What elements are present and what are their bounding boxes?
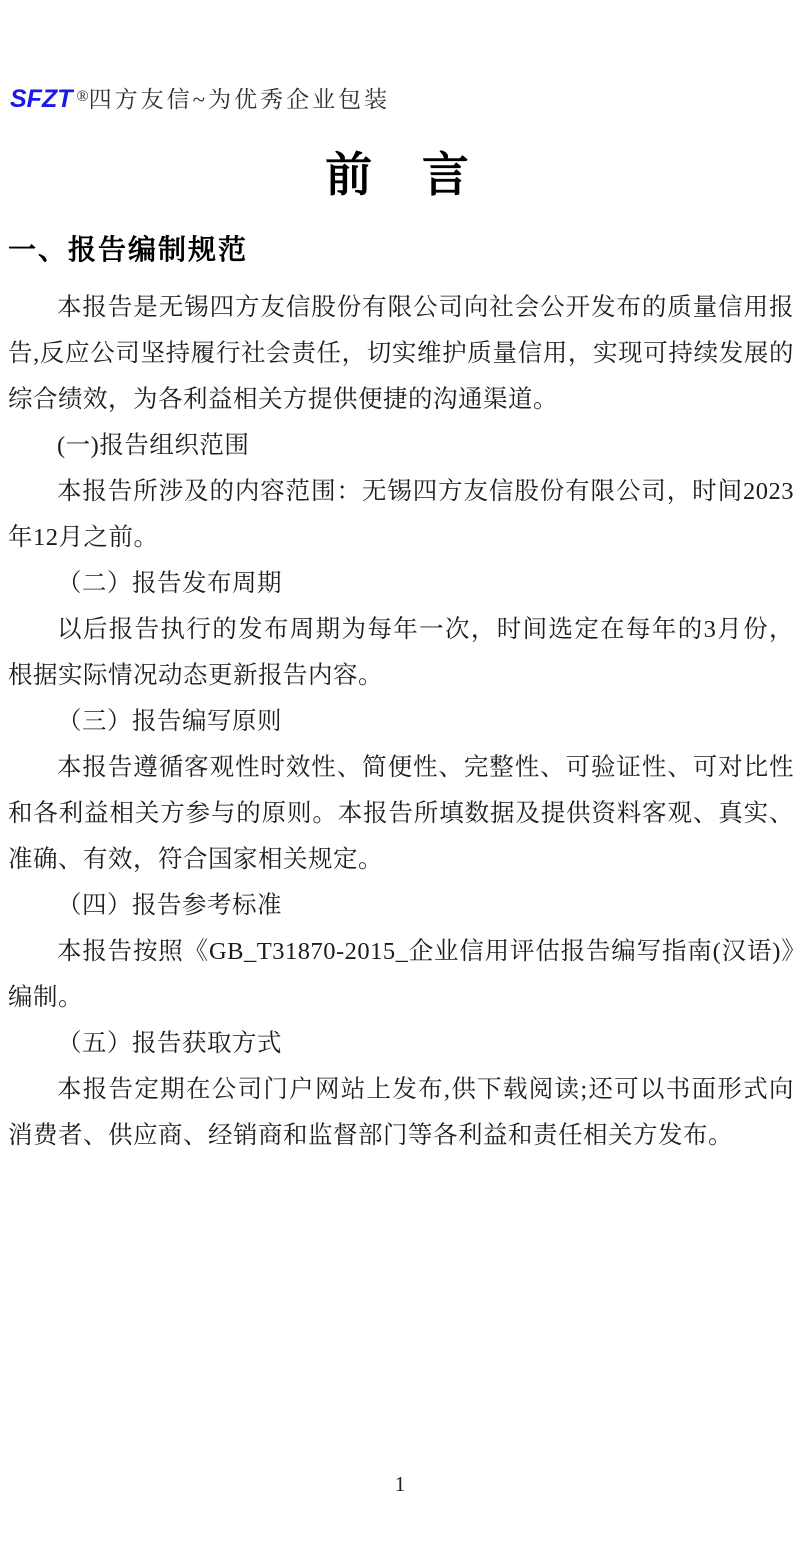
sub-heading-writing-principles: （三）报告编写原则	[57, 708, 282, 735]
page-header	[10, 84, 790, 113]
paragraph-report-intro: 本报告是无锡四方友信股份有限公司向社会公开发布的质量信用报告,反应公司坚持履行社会责任，切实维护质量信用，实现可持续发展的综合绩效，为各利益相关方提供便捷的沟通渠道。	[8, 294, 794, 413]
paragraph-reference-standard: 本报告按照《GB_T31870-2015_企业信用评估报告编写指南(汉语)》编制。	[8, 938, 794, 1011]
document-body	[8, 285, 794, 1159]
document-title: 前 言	[325, 150, 475, 202]
paragraph-access-method: 本报告定期在公司门户网站上发布,供下载阅读;还可以书面形式向消费者、供应商、经销商和监督部门等各利益和责任相关方发布。	[8, 1076, 794, 1149]
section-heading: 一、报告编制规范	[8, 234, 249, 265]
company-tagline: 四方友信~为优秀企业包装	[88, 87, 391, 112]
page-number: 1	[394, 1472, 406, 1496]
paragraph-writing-principles: 本报告遵循客观性时效性、简便性、完整性、可验证性、可对比性和各利益相关方参与的原则。本报告所填数据及提供资料客观、真实、准确、有效，符合国家相关规定。	[8, 754, 794, 873]
sub-heading-reference-standard: （四）报告参考标准	[57, 892, 282, 919]
sub-heading-access-method: （五）报告获取方式	[57, 1030, 282, 1057]
paragraph-report-scope: 本报告所涉及的内容范围：无锡四方友信股份有限公司，时间2023年12月之前。	[8, 478, 794, 551]
paragraph-release-cycle: 以后报告执行的发布周期为每年一次，时间选定在每年的3月份，根据实际情况动态更新报告内容。	[8, 616, 794, 689]
registered-trademark-icon: ®	[76, 88, 89, 105]
sub-heading-release-cycle: （二）报告发布周期	[57, 570, 282, 597]
company-logo-text: SFZT	[10, 85, 73, 113]
sub-heading-report-scope: (一)报告组织范围	[57, 432, 250, 459]
